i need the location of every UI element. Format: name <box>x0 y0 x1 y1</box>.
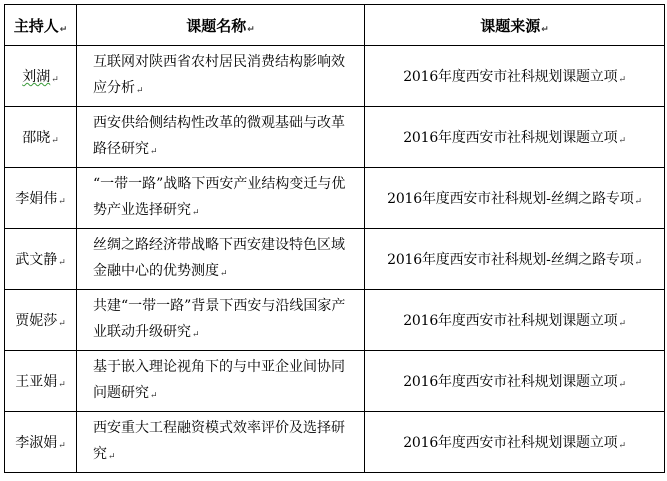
title-cell: 共建“一带一路”背景下西安与沿线国家产业联动升级研究↵ <box>77 290 365 351</box>
paragraph-mark-icon: ↵ <box>150 146 158 157</box>
title-cell: 丝绸之路经济带战略下西安建设特色区域金融中心的优势测度↵ <box>77 229 365 290</box>
paragraph-mark-icon: ↵ <box>618 441 626 451</box>
source-cell: 2016年度西安市社科规划课题立项↵ <box>365 290 665 351</box>
paragraph-mark-icon: ↵ <box>58 441 66 451</box>
paragraph-mark-icon: ↵ <box>58 319 66 329</box>
table-row <box>5 46 665 107</box>
paragraph-mark-icon: ↵ <box>618 380 626 390</box>
header-host: 主持人↵ <box>5 5 77 46</box>
source-cell: 2016年度西安市社科规划课题立项↵ <box>365 412 665 473</box>
host-cell: 李淑娟↵ <box>5 412 77 473</box>
project-table <box>4 4 665 473</box>
paragraph-mark-icon: ↵ <box>220 268 228 279</box>
paragraph-mark-icon: ↵ <box>192 207 200 218</box>
source-cell: 2016年度西安市社科规划-丝绸之路专项↵ <box>365 168 665 229</box>
paragraph-mark-icon: ↵ <box>247 24 255 35</box>
title-cell: 基于嵌入理论视角下的与中亚企业间协同问题研究↵ <box>77 351 365 412</box>
header-title: 课题名称↵ <box>77 5 365 46</box>
paragraph-mark-icon: ↵ <box>58 258 66 268</box>
table-row <box>5 412 665 473</box>
table-row <box>5 168 665 229</box>
title-cell: 西安重大工程融资模式效率评价及选择研究↵ <box>77 412 365 473</box>
paragraph-mark-icon: ↵ <box>51 136 59 146</box>
paragraph-mark-icon: ↵ <box>541 24 549 35</box>
paragraph-mark-icon: ↵ <box>136 85 144 96</box>
paragraph-mark-icon: ↵ <box>51 75 59 85</box>
host-cell: 李娟伟↵ <box>5 168 77 229</box>
title-cell: 互联网对陕西省农村居民消费结构影响效应分析↵ <box>77 46 365 107</box>
paragraph-mark-icon: ↵ <box>618 319 626 329</box>
paragraph-mark-icon: ↵ <box>618 136 626 146</box>
source-cell: 2016年度西安市社科规划课题立项↵ <box>365 46 665 107</box>
paragraph-mark-icon: ↵ <box>108 451 116 462</box>
paragraph-mark-icon: ↵ <box>58 380 66 390</box>
host-cell: 刘湖↵ <box>5 46 77 107</box>
title-cell: 西安供给侧结构性改革的微观基础与改革路径研究↵ <box>77 107 365 168</box>
paragraph-mark-icon: ↵ <box>192 329 200 340</box>
table-row <box>5 107 665 168</box>
table-row <box>5 351 665 412</box>
title-cell: “一带一路”战略下西安产业结构变迁与优势产业选择研究↵ <box>77 168 365 229</box>
header-row <box>5 5 665 46</box>
paragraph-mark-icon: ↵ <box>618 75 626 85</box>
host-cell: 邵晓↵ <box>5 107 77 168</box>
source-cell: 2016年度西安市社科规划-丝绸之路专项↵ <box>365 229 665 290</box>
host-cell: 武文静↵ <box>5 229 77 290</box>
source-cell: 2016年度西安市社科规划课题立项↵ <box>365 107 665 168</box>
paragraph-mark-icon: ↵ <box>634 197 642 207</box>
table-row <box>5 290 665 351</box>
paragraph-mark-icon: ↵ <box>59 24 68 35</box>
source-cell: 2016年度西安市社科规划课题立项↵ <box>365 351 665 412</box>
paragraph-mark-icon: ↵ <box>150 390 158 401</box>
header-source: 课题来源↵ <box>365 5 665 46</box>
host-cell: 王亚娟↵ <box>5 351 77 412</box>
paragraph-mark-icon: ↵ <box>634 258 642 268</box>
paragraph-mark-icon: ↵ <box>58 197 66 207</box>
host-cell: 贾妮莎↵ <box>5 290 77 351</box>
table-row <box>5 229 665 290</box>
